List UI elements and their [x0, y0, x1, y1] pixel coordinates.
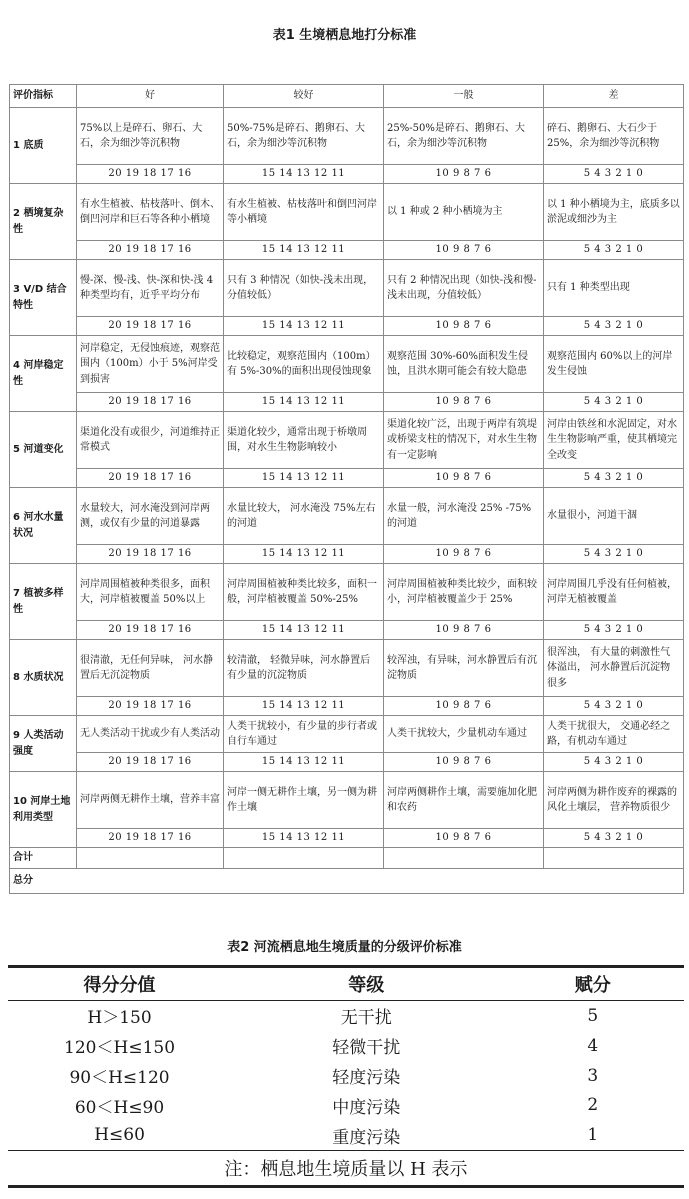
- header-poor: 差: [544, 85, 684, 108]
- score-row: [10, 753, 684, 772]
- total-cell: [224, 848, 384, 869]
- criterion-description: 有水生植被、枯枝落叶和倒凹河岸等小栖境: [224, 184, 384, 241]
- header-score-range: 得分分值: [8, 967, 231, 1001]
- score-values: 5 4 3 2 1 0: [544, 697, 684, 716]
- criterion-description: 河岸周围植被种类很多，面积大，河岸植被覆盖 50%以上: [77, 564, 224, 621]
- score-values: 10 9 8 7 6: [384, 165, 544, 184]
- note-row: [8, 1151, 684, 1187]
- grand-total-label: 总分: [10, 869, 684, 894]
- score-row: [10, 241, 684, 260]
- criterion-row: [10, 184, 684, 241]
- criterion-description: 河岸周围几乎没有任何植被，河岸无植被覆盖: [544, 564, 684, 621]
- score-values: 10 9 8 7 6: [384, 469, 544, 488]
- score-values: 20 19 18 17 16: [77, 241, 224, 260]
- criterion-name: 10 河岸土地利用类型: [10, 772, 77, 848]
- criterion-description: 50%-75%是碎石、鹅卵石、大石，余为细沙等沉积物: [224, 108, 384, 165]
- criterion-description: 河岸两侧无耕作土壤，营养丰富: [77, 772, 224, 829]
- criterion-description: 75%以上是碎石、卵石、大石，余为细沙等沉积物: [77, 108, 224, 165]
- grade-range: 120＜H≤150: [64, 1038, 176, 1059]
- score-values: 5 4 3 2 1 0: [544, 621, 684, 640]
- score-values: 20 19 18 17 16: [77, 621, 224, 640]
- criterion-name: 2 栖境复杂性: [10, 184, 77, 260]
- criterion-description: 人类干扰很大， 交通必经之路，有机动车通过: [544, 716, 684, 753]
- grade-grade: 轻度污染: [332, 1068, 401, 1088]
- total-cell: [384, 848, 544, 869]
- criterion-name: 4 河岸稳定性: [10, 336, 77, 412]
- criterion-description: 慢-深、慢-浅、快-深和快-浅 4 种类型均有，近乎平均分布: [77, 260, 224, 317]
- grade-score: 5: [587, 1005, 599, 1026]
- score-values: 15 14 13 12 11: [224, 621, 384, 640]
- score-row: [10, 697, 684, 716]
- criterion-description: 观察范围 30%-60%面积发生侵蚀，且洪水期可能会有较大隐患: [384, 336, 544, 393]
- score-row: [10, 469, 684, 488]
- grade-row: [8, 1061, 684, 1091]
- criterion-row: [10, 108, 684, 165]
- criterion-row: [10, 640, 684, 697]
- grade-score: 4: [587, 1035, 599, 1056]
- criterion-description: 水量较大，河水淹没到河岸两测，或仅有少量的河道暴露: [77, 488, 224, 545]
- total-cell: [77, 848, 224, 869]
- grade-score: 3: [587, 1065, 599, 1086]
- grade-row: [8, 1090, 684, 1120]
- criterion-name: 8 水质状况: [10, 640, 77, 716]
- criterion-description: 比较稳定，观察范围内（100m）有 5%-30%的面积出现侵蚀现象: [224, 336, 384, 393]
- criterion-row: [10, 488, 684, 545]
- criterion-description: 25%-50%是碎石、鹅卵石、大石，余为细沙等沉积物: [384, 108, 544, 165]
- criterion-name: 9 人类活动强度: [10, 716, 77, 772]
- header-assigned-score: 赋分: [501, 967, 684, 1001]
- criterion-description: 人类干扰较小，有少量的步行者或自行车通过: [224, 716, 384, 753]
- score-row: [10, 165, 684, 184]
- criterion-description: 水量很小，河道干涸: [544, 488, 684, 545]
- criterion-description: 有水生植被、枯枝落叶、倒木、倒凹河岸和巨石等各种小栖境: [77, 184, 224, 241]
- grand-total-row: [10, 869, 684, 894]
- grade-row: [8, 1031, 684, 1061]
- grade-row: [8, 1120, 684, 1150]
- criterion-name: 7 植被多样性: [10, 564, 77, 640]
- score-row: [10, 317, 684, 336]
- criterion-description: 很清澈，无任何异味， 河水静置后无沉淀物质: [77, 640, 224, 697]
- criterion-description: 人类干扰较大，少量机动车通过: [384, 716, 544, 753]
- score-row: [10, 393, 684, 412]
- criterion-description: 观察范围内 60%以上的河岸发生侵蚀: [544, 336, 684, 393]
- criterion-description: 较浑浊，有异味，河水静置后有沉淀物质: [384, 640, 544, 697]
- grade-grade: 中度污染: [332, 1097, 401, 1118]
- criterion-description: 河岸周围植被种类比较少，面积较小，河岸植被覆盖少于 25%: [384, 564, 544, 621]
- score-values: 20 19 18 17 16: [77, 545, 224, 564]
- habitat-scoring-table: [9, 84, 684, 894]
- criterion-name: 3 V/D 结合特性: [10, 260, 77, 336]
- criterion-description: 水量比较大， 河水淹没 75%左右的河道: [224, 488, 384, 545]
- score-values: 10 9 8 7 6: [384, 753, 544, 772]
- grade-score: 1: [587, 1125, 599, 1146]
- header-fairly-good: 较好: [224, 85, 384, 108]
- score-values: 15 14 13 12 11: [224, 317, 384, 336]
- criterion-description: 水量一般，河水淹没 25% -75%的河道: [384, 488, 544, 545]
- criterion-name: 6 河水水量状况: [10, 488, 77, 564]
- score-values: 5 4 3 2 1 0: [544, 241, 684, 260]
- grade-score: 2: [587, 1095, 599, 1116]
- criterion-row: [10, 716, 684, 753]
- score-values: 20 19 18 17 16: [77, 317, 224, 336]
- criterion-name: 1 底质: [10, 108, 77, 184]
- criterion-name: 5 河道变化: [10, 412, 77, 488]
- grade-grade: 重度污染: [332, 1127, 401, 1148]
- criterion-description: 碎石、鹅卵石、大石少于25%，余为细沙等沉积物: [544, 108, 684, 165]
- score-values: 20 19 18 17 16: [77, 697, 224, 716]
- criterion-description: 只有 2 种情况出现（如快-浅和慢-浅未出现，分值较低）: [384, 260, 544, 317]
- criterion-description: 以 1 种小栖境为主，底质多以淤泥或细沙为主: [544, 184, 684, 241]
- criterion-description: 只有 1 种类型出现: [544, 260, 684, 317]
- score-values: 20 19 18 17 16: [77, 753, 224, 772]
- criterion-description: 很浑浊， 有大量的刺激性气体溢出， 河水静置后沉淀物很多: [544, 640, 684, 697]
- header-good: 好: [77, 85, 224, 108]
- score-values: 10 9 8 7 6: [384, 241, 544, 260]
- score-values: 15 14 13 12 11: [224, 829, 384, 848]
- criterion-row: [10, 564, 684, 621]
- table1-header-row: [10, 85, 684, 108]
- score-row: [10, 621, 684, 640]
- quality-grading-table: [8, 965, 684, 1188]
- criterion-description: 河岸周围植被种类比较多，面积一般，河岸植被覆盖 50%-25%: [224, 564, 384, 621]
- criterion-description: 渠道化没有或很少，河道维持正常模式: [77, 412, 224, 469]
- table2-note: 注：栖息地生境质量以 H 表示: [8, 1151, 684, 1187]
- table1-body: [10, 108, 684, 894]
- grade-row: [8, 1001, 684, 1031]
- table1-title: 表1 生境栖息地打分标准: [272, 28, 417, 43]
- criterion-description: 河岸两侧为耕作废弃的裸露的风化土壤层， 营养物质很少: [544, 772, 684, 829]
- score-row: [10, 829, 684, 848]
- criterion-description: 河岸两侧耕作土壤，需要施加化肥和农药: [384, 772, 544, 829]
- score-values: 20 19 18 17 16: [77, 165, 224, 184]
- score-values: 10 9 8 7 6: [384, 545, 544, 564]
- score-values: 10 9 8 7 6: [384, 317, 544, 336]
- total-row: [10, 848, 684, 869]
- score-values: 10 9 8 7 6: [384, 829, 544, 848]
- table2-body: [8, 1001, 684, 1187]
- score-values: 5 4 3 2 1 0: [544, 469, 684, 488]
- score-values: 15 14 13 12 11: [224, 241, 384, 260]
- criterion-row: [10, 336, 684, 393]
- score-values: 15 14 13 12 11: [224, 393, 384, 412]
- criterion-row: [10, 260, 684, 317]
- score-values: 5 4 3 2 1 0: [544, 545, 684, 564]
- criterion-description: 渠道化较少，通常出现于桥墩周围，对水生生物影响较小: [224, 412, 384, 469]
- grade-range: 60＜H≤90: [74, 1097, 165, 1118]
- score-values: 5 4 3 2 1 0: [544, 317, 684, 336]
- score-values: 5 4 3 2 1 0: [544, 165, 684, 184]
- grade-range: 90＜H≤120: [69, 1068, 170, 1088]
- criterion-description: 无人类活动干扰或少有人类活动: [77, 716, 224, 753]
- total-cell: [544, 848, 684, 869]
- criterion-description: 河岸由铁丝和水泥固定，对水生生物影响严重，使其栖境完全改变: [544, 412, 684, 469]
- score-values: 15 14 13 12 11: [224, 545, 384, 564]
- criterion-row: [10, 412, 684, 469]
- score-values: 15 14 13 12 11: [224, 753, 384, 772]
- table2-title: 表2 河流栖息地生境质量的分级评价标准: [227, 940, 462, 955]
- score-values: 15 14 13 12 11: [224, 469, 384, 488]
- score-values: 20 19 18 17 16: [77, 469, 224, 488]
- score-values: 5 4 3 2 1 0: [544, 829, 684, 848]
- score-values: 20 19 18 17 16: [77, 393, 224, 412]
- score-values: 5 4 3 2 1 0: [544, 753, 684, 772]
- grade-grade: 无干扰: [340, 1008, 392, 1029]
- header-grade: 等级: [231, 967, 501, 1001]
- score-row: [10, 545, 684, 564]
- criterion-row: [10, 772, 684, 829]
- criterion-description: 以 1 种或 2 种小栖境为主: [384, 184, 544, 241]
- criterion-description: 河岸稳定，无侵蚀痕迹，观察范围内（100m）小于 5%河岸受到损害: [77, 336, 224, 393]
- score-values: 20 19 18 17 16: [77, 829, 224, 848]
- grade-range: H＞150: [87, 1008, 152, 1029]
- grade-range: H≤60: [94, 1125, 145, 1146]
- criterion-description: 只有 3 种情况（如快-浅未出现，分值较低）: [224, 260, 384, 317]
- score-values: 15 14 13 12 11: [224, 697, 384, 716]
- criterion-description: 较清澈， 轻微异味，河水静置后有少量的沉淀物质: [224, 640, 384, 697]
- score-values: 5 4 3 2 1 0: [544, 393, 684, 412]
- header-average: 一般: [384, 85, 544, 108]
- score-values: 10 9 8 7 6: [384, 621, 544, 640]
- criterion-description: 河岸一侧无耕作土壤，另一侧为耕作土壤: [224, 772, 384, 829]
- score-values: 10 9 8 7 6: [384, 393, 544, 412]
- table2-header-row: [8, 967, 684, 1001]
- score-values: 15 14 13 12 11: [224, 165, 384, 184]
- total-label: 合计: [10, 848, 77, 869]
- header-criterion: 评价指标: [10, 85, 77, 108]
- score-values: 10 9 8 7 6: [384, 697, 544, 716]
- criterion-description: 渠道化较广泛，出现于两岸有筑堤或桥梁支柱的情况下，对水生生物有一定影响: [384, 412, 544, 469]
- grade-grade: 轻微干扰: [332, 1038, 401, 1059]
